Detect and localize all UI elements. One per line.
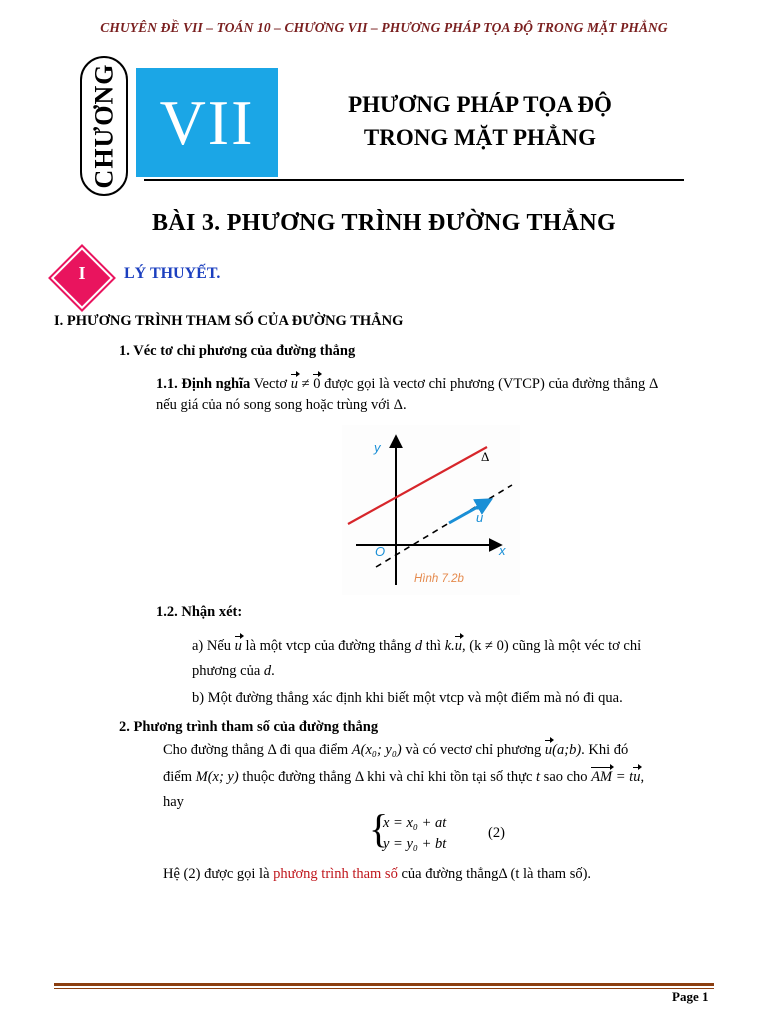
delta-label: Δ: [481, 449, 490, 464]
sub2-para-line3: hay: [163, 794, 184, 810]
section-label: LÝ THUYẾT.: [124, 265, 221, 282]
sub2-para-line1: Cho đường thẳng Δ đi qua điểm A(x₀; y₀) và có vectơ chỉ phương u(a;b). Khi đó: [163, 742, 629, 758]
sub1-heading: 1. Véc tơ chỉ phương của đường thẳng: [119, 343, 356, 359]
remark-a-line2: phương của d.: [192, 663, 275, 679]
vector-u: u: [290, 376, 298, 392]
vector-u-label: u: [476, 510, 484, 525]
definition-line1: 1.1. Định nghĩa Vectơ u ≠ 0 được gọi là vectơ chỉ phương (VTCP) của đường thẳng Δ: [156, 376, 659, 392]
footer-rule-thin: [54, 988, 714, 989]
direction-vector-figure: [342, 425, 520, 595]
running-header: CHUYÊN ĐỀ VII – TOÁN 10 – CHƯƠNG VII – PHƯƠNG PHÁP TỌA ĐỘ TRONG MẶT PHẲNG: [100, 20, 668, 35]
zero-vector: 0: [313, 376, 321, 392]
y-axis-label: y: [374, 440, 381, 455]
system-equation-1: x = x₀ + at: [383, 815, 447, 831]
chapter-number-box: [136, 68, 278, 177]
chapter-word-frame: [80, 56, 128, 196]
system-reference: (2): [488, 825, 505, 841]
sub2-para-line2: điểm M(x; y) thuộc đường thẳng Δ khi và chỉ khi tồn tại số thực t sao cho AM = tu,: [163, 769, 645, 785]
delta-symbol: Δ: [648, 376, 659, 392]
chapter-title-rule: [144, 179, 684, 181]
figure-caption: Hình 7.2b: [414, 573, 464, 585]
highlighted-term: phương trình tham số: [273, 866, 398, 882]
remark-a-line1: a) Nếu u là một vtcp của đường thẳng d thì k.u, (k ≠ 0) cũng là một véc tơ chỉ: [192, 638, 642, 654]
chapter-title: [290, 88, 670, 154]
sub2-heading: 2. Phương trình tham số của đường thẳng: [119, 719, 379, 735]
vector-u-arrow: [449, 500, 490, 523]
remark-b: b) Một đường thẳng xác định khi biết một vtcp và một điểm mà nó đi qua.: [192, 690, 623, 706]
lesson-title: BÀI 3. PHƯƠNG TRÌNH ĐƯỜNG THẲNG: [152, 210, 616, 236]
conclusion-line: Hệ (2) được gọi là phương trình tham số của đường thẳngΔ (t là tham số).: [163, 866, 592, 882]
figure-svg: [342, 425, 520, 595]
origin-label: O: [375, 544, 386, 559]
definition-line2: nếu giá của nó song song hoặc trùng với Δ.: [156, 397, 407, 413]
section-badge-number: I: [78, 263, 86, 283]
footer-rule: [54, 983, 714, 986]
page-number: Page 1: [672, 989, 709, 1004]
chapter-title-line2: TRONG MẶT PHẲNG: [363, 125, 597, 150]
chapter-title-line1: PHƯƠNG PHÁP TỌA ĐỘ: [348, 92, 612, 117]
system-equation-2: y = y₀ + bt: [383, 836, 447, 852]
x-axis-label: x: [499, 543, 506, 558]
part1-heading: I. PHƯƠNG TRÌNH THAM SỐ CỦA ĐƯỜNG THẲNG: [54, 313, 404, 329]
definition-label: 1.1. Định nghĩa: [156, 376, 251, 392]
system-brace: {: [369, 806, 389, 851]
chapter-word: CHƯƠNG: [89, 63, 119, 189]
chapter-number: VII: [159, 86, 255, 158]
remark-label: 1.2. Nhận xét:: [156, 604, 243, 620]
